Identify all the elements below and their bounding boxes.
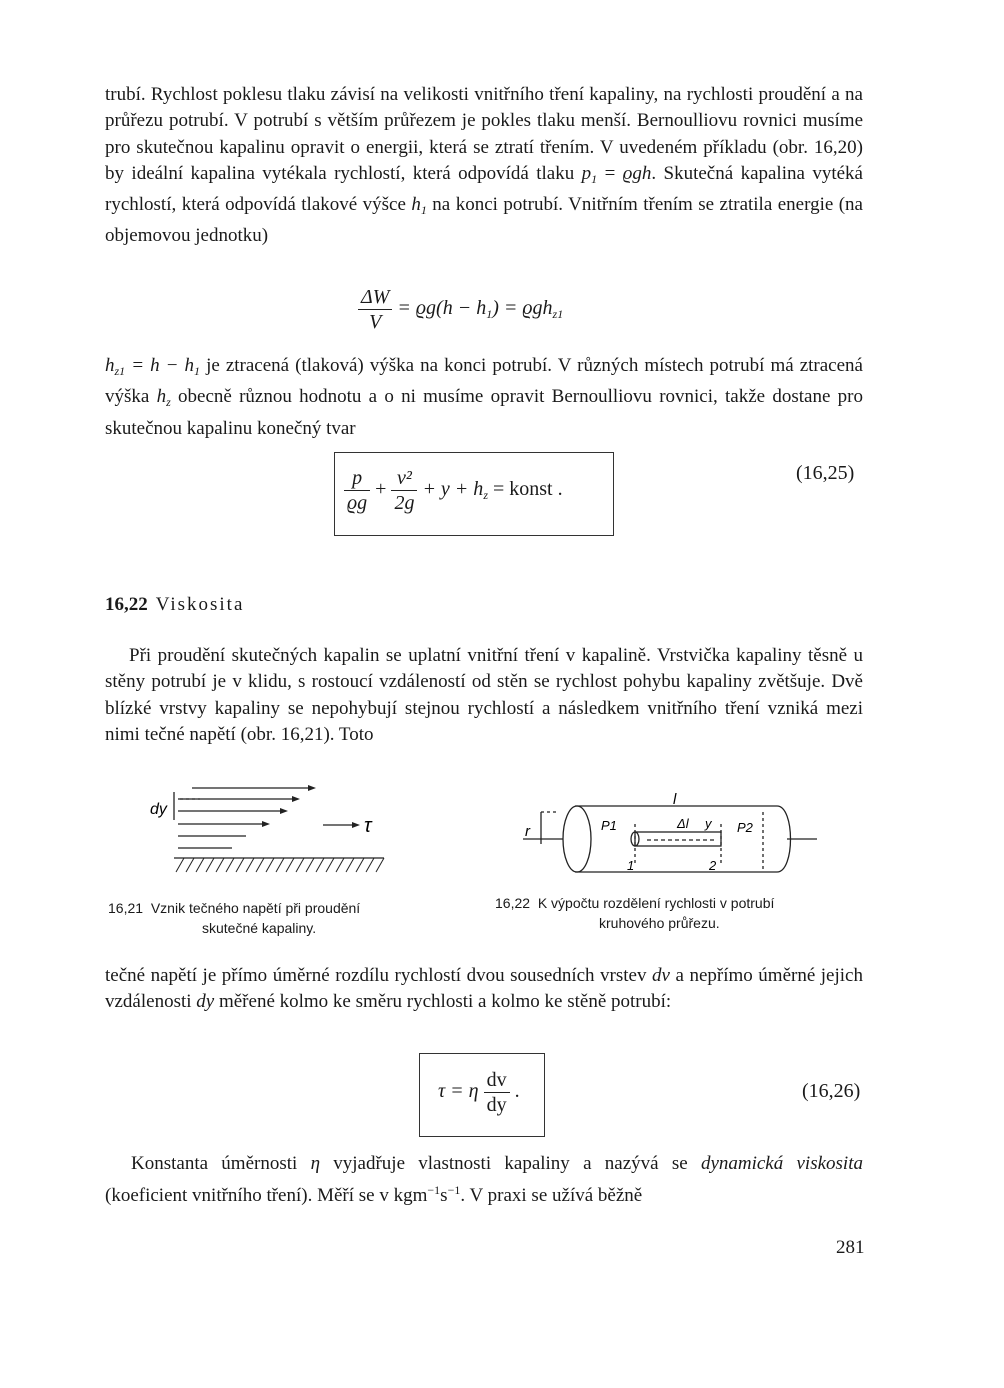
- para1-text-b: . Skutečná kapalina vytéká rychlostí, která odpovídá tlakové výšce: [105, 162, 863, 216]
- dl-label: Δl: [677, 816, 689, 831]
- para4-text-a: tečné napětí je přímo úměrné rozdílu rychlostí dvou sousedních vrstev: [105, 965, 653, 986]
- para5-text-b: vyjadřuje vlastnosti kapaliny a nazývá se: [320, 1153, 701, 1174]
- para2-text-a: je ztracená (tlaková) výška na konci potrubí. V různých místech potrubí má ztracená výška: [105, 355, 863, 408]
- figure-16-22-caption: [495, 893, 895, 933]
- eq1-sub2: z1: [552, 307, 564, 322]
- fraction-v2-2g: [391, 466, 417, 515]
- pipe-drawing: [523, 806, 817, 872]
- radius-label: r: [525, 823, 530, 840]
- sub-1: 1: [194, 364, 201, 378]
- sub-1b: 1: [420, 203, 427, 218]
- tau-label: τ: [364, 815, 372, 837]
- sub-z1: z1: [114, 364, 126, 378]
- caption-line-1: K výpočtu rozdělení rychlosti v potrubí: [537, 895, 775, 911]
- pipe-left-end: [563, 806, 591, 872]
- para2-text-b: obecně různou hodnotu a o ni musíme opravit Bernoulliovu rovnici, takže dostane pro skutečnou kapalinu konečný tvar: [105, 386, 863, 439]
- sub-z: z: [483, 488, 488, 503]
- equation-number-16-26: (16,26): [802, 1080, 861, 1102]
- para1-text-c: na konci potrubí. Vnitřním třením se ztratila energie (na objemovou jednotku): [105, 194, 863, 247]
- section-number: 16,22: [105, 594, 148, 615]
- para5-text-c: (koeficient vnitřního tření). Měří se v kgm: [105, 1185, 428, 1207]
- sub-z: z: [166, 395, 171, 410]
- para5-text-d: . V praxi se užívá běžně: [460, 1185, 643, 1207]
- exponent: −1: [427, 1183, 441, 1198]
- equation-energy-loss: [358, 285, 563, 334]
- unit-s: s: [440, 1185, 448, 1207]
- eq2-rest: + y + h: [422, 478, 484, 501]
- caption-line-1: Vznik tečného napětí při proudění: [150, 900, 361, 916]
- section-1-label: 1: [627, 858, 635, 873]
- symbol-hz: h: [156, 386, 167, 408]
- arrowheads: [262, 785, 360, 828]
- figure-16-21-diagram: [140, 780, 390, 880]
- section-2-label: 2: [709, 858, 717, 873]
- fraction-numerator: p: [344, 466, 370, 491]
- fraction-denominator: ϱg: [347, 492, 368, 514]
- fraction-denominator: V: [369, 311, 382, 333]
- symbol-h: h: [105, 355, 115, 376]
- inner-cylinder: [635, 832, 721, 846]
- symbol-dv: dv: [652, 965, 670, 986]
- eq3-lhs: τ = η: [438, 1080, 479, 1103]
- symbol-dy: dy: [196, 991, 215, 1013]
- fraction-denominator: 2g: [394, 492, 415, 514]
- equation-shear-stress: [438, 1068, 520, 1117]
- eq1-sub1: 1: [486, 307, 493, 322]
- equation-bernoulli-real: [344, 466, 563, 515]
- para2-math: = h − h: [125, 355, 195, 376]
- figure-16-21-caption: [108, 898, 448, 938]
- symbol-eta: η: [310, 1153, 320, 1174]
- paragraph-3: Při proudění skutečných kapalin se uplatní vnitřní tření v kapalině. Vrstvička kapaliny těsně u stěny potrubí je v klidu, s rostoucí vzdáleností od stěn se rychlost pohybu kapaliny zvětšuje. Dvě blízké vrstvy kapaliny se nepohybují stejnou rychlostí a následkem vnitřního tření vzniká mezi nimi tečné napětí (obr. 16,21). Toto: [105, 645, 863, 745]
- pressure-2-label: P2: [737, 820, 753, 835]
- page-number: 281: [836, 1237, 865, 1258]
- symbol-p: p: [581, 162, 592, 184]
- caption-number: 16,22: [495, 895, 531, 911]
- sub-1: 1: [591, 171, 598, 186]
- para4-text-b: a nepřímo úměrné jejich vzdálenosti: [105, 965, 863, 1013]
- fraction-denominator: dy: [486, 1094, 507, 1116]
- term-dynamic-viscosity: dynamická viskosita: [700, 1153, 863, 1174]
- caption-line-2: skutečné kapaliny.: [202, 920, 317, 936]
- section-title: Viskosita: [155, 594, 245, 615]
- fraction-dv-dy: [484, 1068, 510, 1117]
- para5-text-a: Konstanta úměrnosti: [131, 1153, 311, 1174]
- figure-16-22-diagram: [515, 790, 825, 886]
- fraction-numerator: v²: [391, 466, 417, 491]
- para4-text-c: měřené kolmo ke směru rychlosti a kolmo ke stěně potrubí:: [214, 991, 672, 1013]
- fraction-numerator: dv: [484, 1068, 510, 1093]
- para1-text-a: trubí. Rychlost poklesu tlaku závisí na velikosti vnitřního tření kapaliny, na rychlosti proudění a na průřezu potrubí. V potrubí s větším průřezem je pokles tlaku menší. Bernoulliovu rovnici musíme pro skutečnou kapalinu opravit o energii, která se ztratí třením. V uvedeném příkladu (obr. 16,20) by ideální kapalina vytékala rychlostí, která odpovídá tlaku: [105, 84, 863, 184]
- section-heading: [105, 594, 244, 616]
- paragraph-4: [105, 963, 863, 1016]
- arrowhead: [292, 796, 300, 802]
- y-label: y: [705, 816, 712, 831]
- arrowhead: [262, 821, 270, 827]
- plus-sign: +: [375, 478, 387, 501]
- fraction-p-rg: [344, 466, 370, 515]
- exponent: −1: [447, 1183, 461, 1198]
- eq3-dot: .: [514, 1080, 520, 1103]
- length-label: l: [673, 791, 677, 808]
- equation-number-16-25: (16,25): [796, 462, 855, 484]
- equals: =: [597, 162, 623, 184]
- fraction-dw-v: [358, 285, 392, 334]
- symbol-h: h: [411, 194, 421, 216]
- pressure-1-label: P1: [601, 818, 617, 833]
- arrowhead: [352, 822, 360, 828]
- paragraph-2: [105, 353, 863, 442]
- paragraph-5: [105, 1151, 863, 1210]
- caption-number: 16,21: [108, 900, 144, 916]
- caption-line-2: kruhového průřezu.: [599, 915, 720, 931]
- arrowhead: [308, 785, 316, 791]
- dy-label: dy: [150, 801, 167, 818]
- paragraph-1: [105, 82, 863, 250]
- eq1-rhs: = ϱg(h − h: [397, 297, 487, 320]
- symbol-rgh: ϱgh: [622, 162, 652, 184]
- eq1-rhs2: ) = ϱgh: [492, 297, 553, 320]
- fraction-numerator: ΔW: [358, 285, 392, 310]
- arrowhead: [280, 808, 288, 814]
- wall-hatching: [176, 858, 384, 872]
- eq2-tail: = konst .: [487, 478, 563, 501]
